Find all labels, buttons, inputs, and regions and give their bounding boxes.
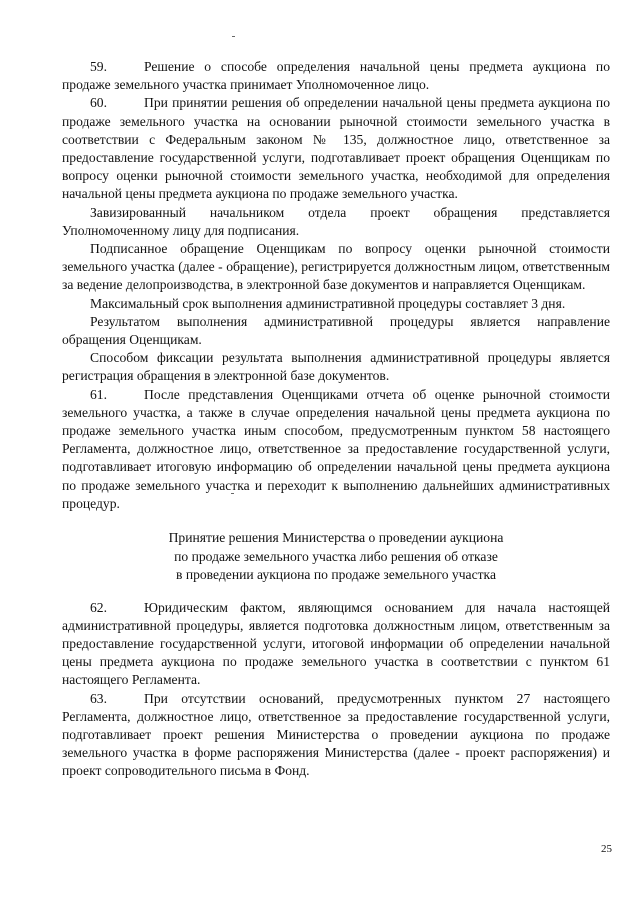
paragraph-text: Способом фиксации результата выполнения административной процедуры является регистрация обращения в электронной базе документов. [62,350,610,384]
paragraph-result [62,313,610,349]
paragraph-61 [62,386,610,513]
paragraph-text: При принятии решения об определении начальной цены предмета аукциона по продаже земельного участка на основании рыночной стоимости земельного участка в соответствии с Федеральным законом № 135, должностное лицо, ответственное за предоставление государственной услуги, подготавливает проект обращения Оценщикам по вопросу оценки рыночной стоимости земельного участка, необходимой для определения начальной цены предмета аукциона по продаже земельного участка. [62,95,610,202]
scan-speck [232,36,235,37]
paragraph-fixation [62,349,610,385]
paragraph-text: Подписанное обращение Оценщикам по вопросу оценки рыночной стоимости земельного участка (далее - обращение), регистрируется должностным лицом, ответственным за ведение делопроизводства, в электронной базе документов и направляется Оценщикам. [62,241,610,293]
paragraph-text: Решение о способе определения начальной цены предмета аукциона по продаже земельного участка принимает Уполномоченное лицо. [62,59,610,93]
paragraph-number: 61. [90,386,107,402]
paragraph-approval [62,204,610,240]
paragraph-deadline [62,295,610,313]
paragraph-number: 60. [90,95,107,111]
paragraph-59 [62,58,610,94]
paragraph-number: 59. [90,59,107,74]
paragraph-60 [62,94,610,203]
heading-line: по продаже земельного участка либо решения об отказе [174,548,498,564]
paragraph-text: Юридическим фактом, являющимся основанием для начала настоящей административной процедуры, является подготовка должностным лицом, ответственным за предоставление государственной услуги, итоговой информации об определении начальной цены предмета аукциона по продаже земельного участка в соответствии с пунктом 61 настоящего Регламента. [62,599,610,688]
paragraph-number: 63. [90,690,107,706]
paragraph-text: При отсутствии оснований, предусмотренных пунктом 27 настоящего Регламента, должностное лицо, ответственное за предоставление государственной услуги, подготавливает проект решения Министерства о проведении аукциона по продаже земельного участка в форме распоряжения Министерства (далее - проект распоряжения) и проект сопроводительного письма в Фонд. [62,690,610,779]
paragraph-text: После представления Оценщиками отчета об оценке рыночной стоимости земельного участка, а также в случае определения начальной цены предмета аукциона по продаже земельного участка иным способом, предусмотренным пунктом 58 настоящего Регламента, должностное лицо, ответственное за предоставление государственной услуги, подготавливает итоговую информацию об определении начальной цены предмета аукциона по продаже земельного участка и переходит к выполнению дальнейших административных процедур. [62,386,610,511]
heading-line: Принятие решения Министерства о проведении аукциона [168,530,504,546]
paragraph-number: 62. [90,599,107,615]
document-body [62,58,610,781]
paragraph-63 [62,690,610,781]
paragraph-text: Результатом выполнения административной процедуры является направление обращения Оценщикам. [62,313,610,348]
paragraph-62 [62,599,610,690]
heading-line: в проведении аукциона по продаже земельного участка [176,567,496,583]
paragraph-text: Максимальный срок выполнения административной процедуры составляет 3 дня. [90,295,566,311]
paragraph-registration [62,240,610,295]
paragraph-text: Завизированный начальником отдела проект обращения представляется Уполномоченному лицу для подписания. [62,204,610,238]
page-number: 25 [601,843,612,855]
section-heading [62,529,610,585]
